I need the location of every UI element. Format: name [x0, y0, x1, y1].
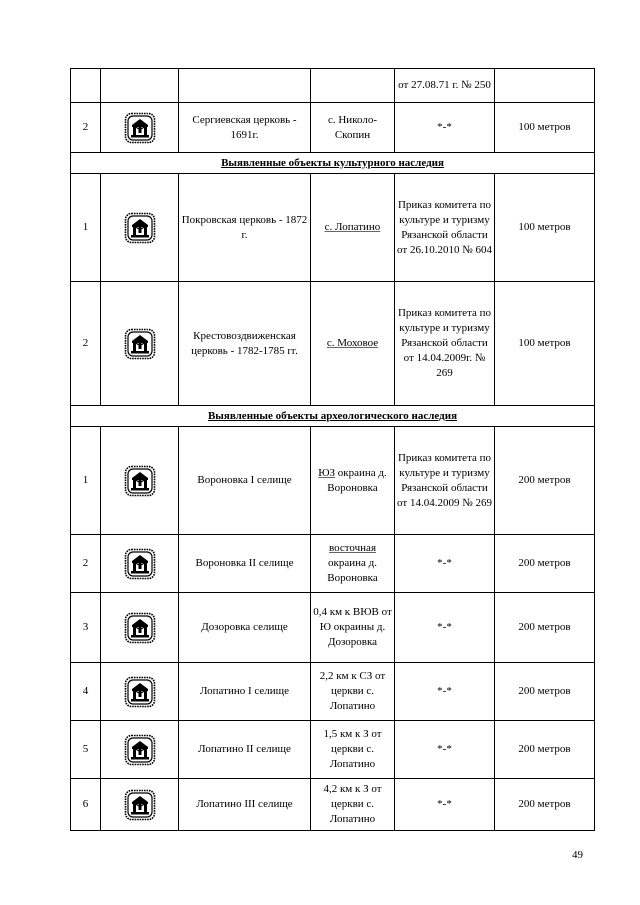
- monument-icon: [124, 465, 156, 497]
- location-link: с. Лопатино: [324, 221, 381, 233]
- monument-icon: [124, 212, 156, 244]
- table-row: [71, 427, 595, 535]
- protection-zone: 100 метров: [495, 282, 595, 406]
- protection-zone: 200 метров: [495, 779, 595, 831]
- monument-icon: [124, 676, 156, 708]
- icon-cell: [101, 427, 179, 535]
- section-row: [71, 153, 595, 174]
- table-row: [71, 535, 595, 593]
- table-row: [71, 593, 595, 663]
- icon-cell: [101, 593, 179, 663]
- icon-cell: [101, 103, 179, 153]
- row-number: 4: [71, 663, 101, 721]
- object-location: [311, 427, 395, 535]
- monument-icon: [124, 112, 156, 144]
- object-name: Дозоровка селище: [179, 593, 311, 663]
- location-text: окраина д. Вороновка: [327, 557, 378, 584]
- row-number: [71, 69, 101, 103]
- object-name: Сергиевская церковь - 1691г.: [179, 103, 311, 153]
- location-text: окраина д. Вороновка: [327, 466, 387, 494]
- object-name: Вороновка I селище: [179, 427, 311, 535]
- object-name: Лопатино III селище: [179, 779, 311, 831]
- object-location: [311, 282, 395, 406]
- monument-icon: [124, 612, 156, 644]
- protection-zone: [495, 69, 595, 103]
- protection-zone: 200 метров: [495, 721, 595, 779]
- icon-cell: [101, 663, 179, 721]
- icon-cell: [101, 535, 179, 593]
- icon-cell: [101, 174, 179, 282]
- row-number: 2: [71, 282, 101, 406]
- protection-document: от 27.08.71 г. № 250: [395, 69, 495, 103]
- row-number: 2: [71, 103, 101, 153]
- icon-cell: [101, 69, 179, 103]
- monument-icon: [124, 789, 156, 821]
- protection-document: *-*: [395, 103, 495, 153]
- monument-icon: [124, 328, 156, 360]
- table-row: [71, 103, 595, 153]
- protection-zone: 100 метров: [495, 174, 595, 282]
- table-row: [71, 174, 595, 282]
- protection-document: Приказ комитета по культуре и туризму Рязанской области от 26.10.2010 № 604: [395, 174, 495, 282]
- table-row: [71, 69, 595, 103]
- monuments-table: [70, 68, 595, 831]
- object-location: 2,2 км к СЗ от церкви с. Лопатино: [311, 663, 395, 721]
- protection-document: *-*: [395, 535, 495, 593]
- table-row: [71, 721, 595, 779]
- protection-document: *-*: [395, 593, 495, 663]
- row-number: 1: [71, 174, 101, 282]
- object-location: с. Николо-Скопин: [311, 103, 395, 153]
- protection-document: Приказ комитета по культуре и туризму Рязанской области от 14.04.2009 № 269: [395, 427, 495, 535]
- row-number: 6: [71, 779, 101, 831]
- row-number: 3: [71, 593, 101, 663]
- object-location: 1,5 км к З от церкви с. Лопатино: [311, 721, 395, 779]
- protection-document: *-*: [395, 779, 495, 831]
- object-name: Лопатино II селище: [179, 721, 311, 779]
- object-name: Лопатино I селище: [179, 663, 311, 721]
- row-number: 5: [71, 721, 101, 779]
- location-link: восточная: [328, 542, 376, 554]
- object-name: [179, 69, 311, 103]
- protection-zone: 200 метров: [495, 593, 595, 663]
- protection-zone: 200 метров: [495, 663, 595, 721]
- object-location: 0,4 км к ВЮВ от Ю окраины д. Дозоровка: [311, 593, 395, 663]
- protection-document: *-*: [395, 663, 495, 721]
- row-number: 1: [71, 427, 101, 535]
- monument-icon: [124, 734, 156, 766]
- object-location: [311, 174, 395, 282]
- object-name: Покровская церковь - 1872 г.: [179, 174, 311, 282]
- icon-cell: [101, 721, 179, 779]
- location-link: с. Моховое: [326, 337, 379, 349]
- protection-document: Приказ комитета по культуре и туризму Рязанской области от 14.04.2009г. № 269: [395, 282, 495, 406]
- object-location: 4,2 км к З от церкви с. Лопатино: [311, 779, 395, 831]
- object-location: [311, 69, 395, 103]
- icon-cell: [101, 282, 179, 406]
- protection-zone: 100 метров: [495, 103, 595, 153]
- row-number: 2: [71, 535, 101, 593]
- monument-icon: [124, 548, 156, 580]
- table-row: [71, 663, 595, 721]
- table-row: [71, 282, 595, 406]
- icon-cell: [101, 779, 179, 831]
- object-location: [311, 535, 395, 593]
- object-name: Крестовоздвиженская церковь - 1782-1785 гг.: [179, 282, 311, 406]
- table-row: [71, 779, 595, 831]
- section-row: [71, 406, 595, 427]
- section-heading: Выявленные объекты археологического наследия: [71, 406, 595, 427]
- section-heading: Выявленные объекты культурного наследия: [71, 153, 595, 174]
- object-name: Вороновка II селище: [179, 535, 311, 593]
- protection-document: *-*: [395, 721, 495, 779]
- location-link: ЮЗ: [318, 466, 336, 479]
- protection-zone: 200 метров: [495, 535, 595, 593]
- page-number: 49: [572, 849, 583, 861]
- protection-zone: 200 метров: [495, 427, 595, 535]
